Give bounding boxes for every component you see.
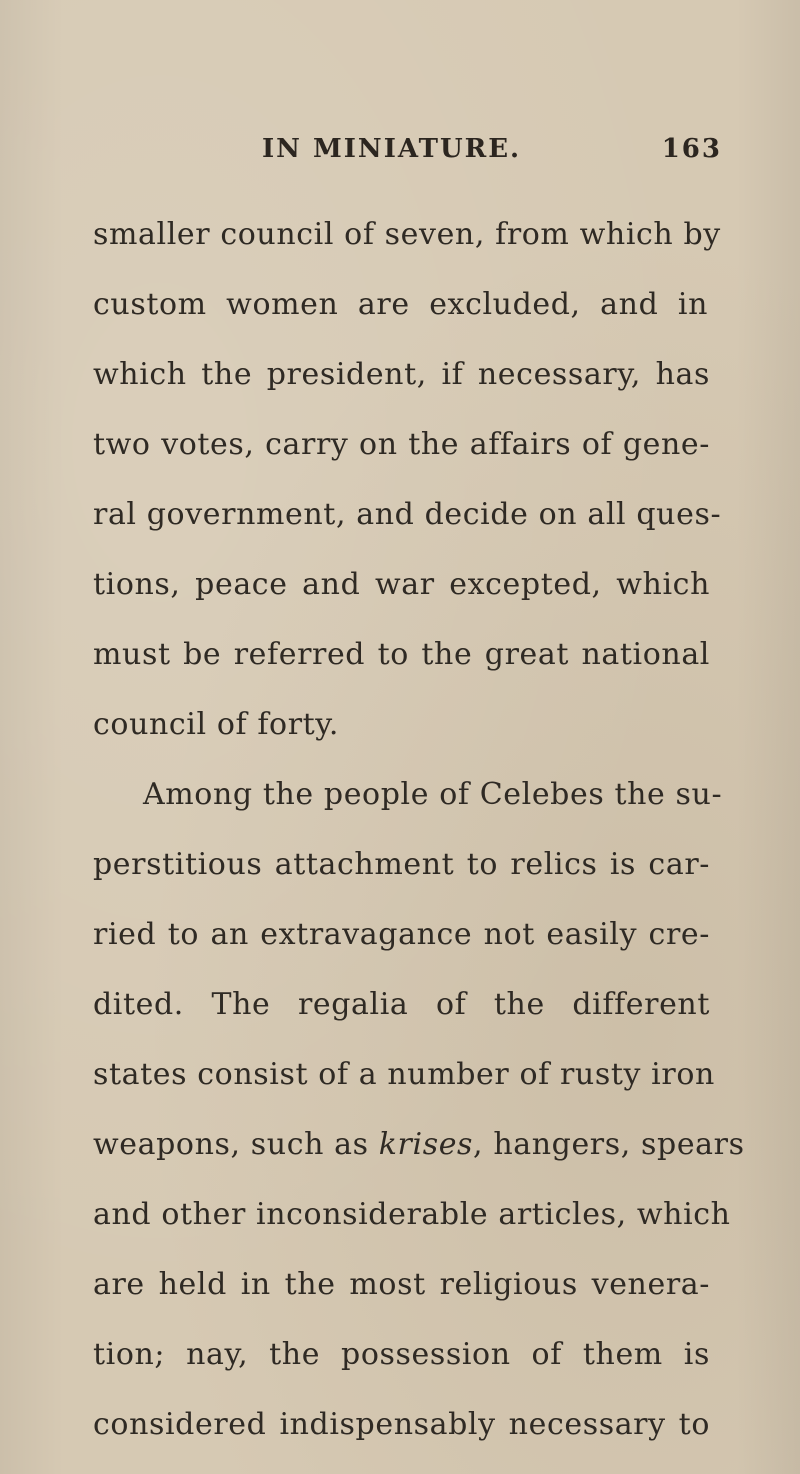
text-line-14-part-1: weapons, such as — [93, 1127, 379, 1162]
text-line-1: smaller council of seven, from which by — [93, 217, 721, 252]
text-line-9: Among the people of Celebes the su- — [143, 777, 723, 812]
page-header — [262, 134, 722, 174]
text-line-18: considered indispensably necessary to — [93, 1407, 710, 1442]
text-line-14-part-3: , hangers, spears — [473, 1127, 745, 1162]
text-line-11: ried to an extravagance not easily cre- — [93, 917, 710, 952]
text-line-10: perstitious attachment to relics is car- — [93, 847, 710, 882]
page-number: 163 — [661, 134, 722, 164]
text-line-2: custom women are excluded, and in — [93, 287, 708, 322]
text-line-3: which the president, if necessary, has — [93, 357, 710, 392]
text-line-14 — [93, 1127, 745, 1167]
text-line-6: tions, peace and war excepted, which — [93, 567, 710, 602]
text-line-7: must be referred to the great national — [93, 637, 710, 672]
text-line-15: and other inconsiderable articles, which — [93, 1197, 731, 1232]
text-line-8: council of forty. — [93, 707, 339, 742]
text-line-16: are held in the most religious venera- — [93, 1267, 710, 1302]
text-line-17: tion; nay, the possession of them is — [93, 1337, 710, 1372]
text-line-13: states consist of a number of rusty iron — [93, 1057, 715, 1092]
text-line-12: dited. The regalia of the different — [93, 987, 710, 1022]
running-title: IN MINIATURE. — [262, 134, 522, 164]
italic-word-krises: krises — [378, 1127, 474, 1162]
text-line-5: ral government, and decide on all ques- — [93, 497, 722, 532]
text-line-4: two votes, carry on the affairs of gene- — [93, 427, 710, 462]
